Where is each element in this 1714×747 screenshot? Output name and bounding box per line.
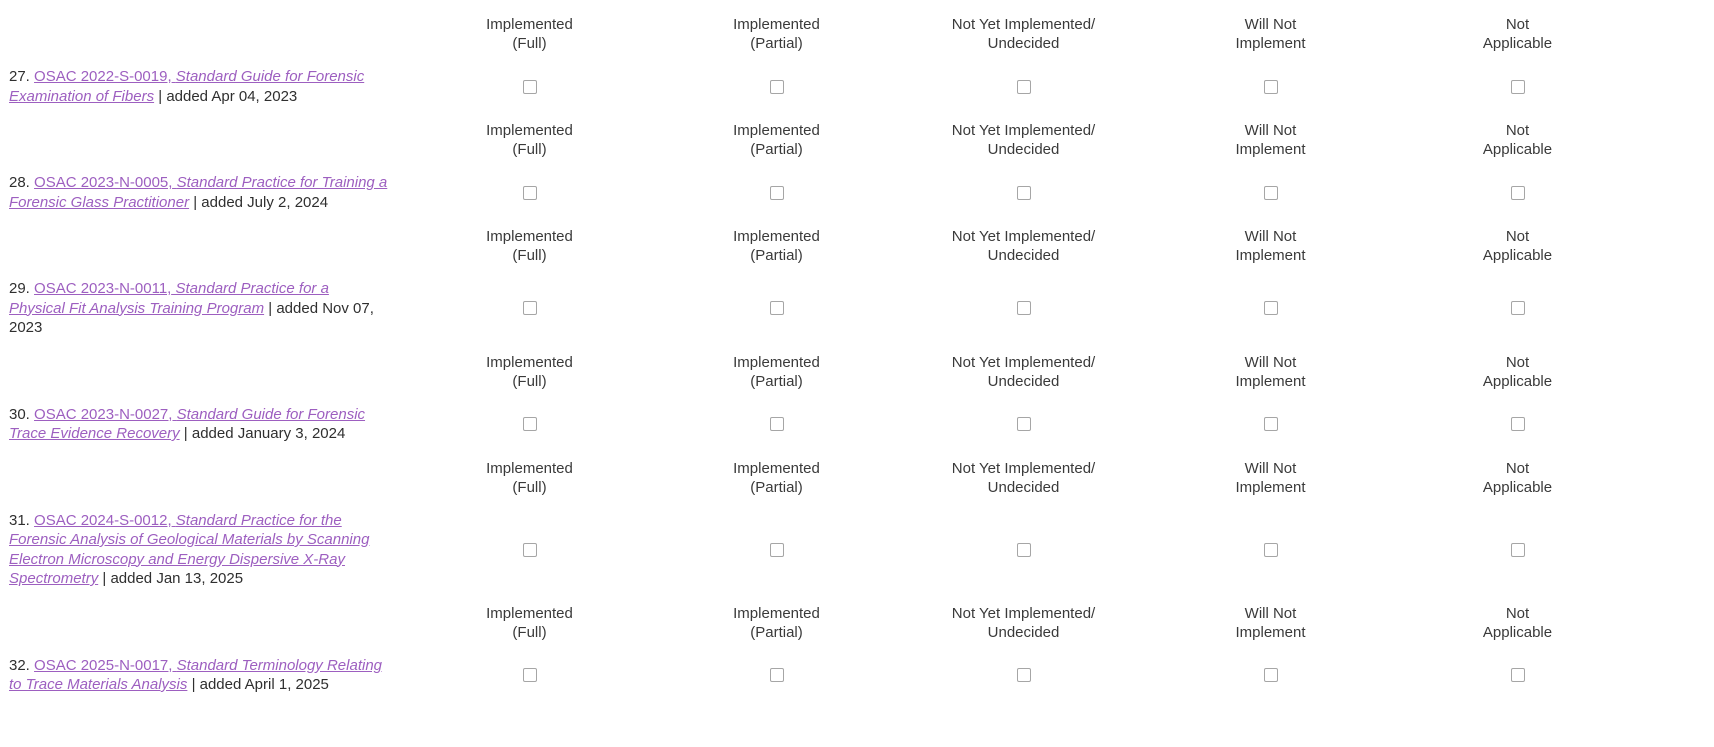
checkbox-implemented-partial[interactable] bbox=[770, 543, 784, 557]
option-cell-implemented-partial bbox=[653, 405, 900, 444]
column-header-row bbox=[0, 212, 1714, 265]
option-cell-not-yet-implemented bbox=[900, 511, 1147, 589]
column-header-not-yet-implemented bbox=[900, 121, 1147, 159]
column-header-line: Implemented bbox=[486, 228, 573, 245]
column-header-not-applicable bbox=[1394, 227, 1641, 265]
standard-link-title: Standard Terminology Relating to Trace Materials Analysis bbox=[9, 656, 383, 693]
column-header-line: Undecided bbox=[987, 35, 1060, 52]
standard-link-code: OSAC 2024-S-0012, bbox=[34, 511, 172, 529]
option-cell-implemented-full bbox=[406, 279, 653, 338]
checkbox-not-yet-implemented[interactable] bbox=[1017, 668, 1031, 682]
checkbox-not-applicable[interactable] bbox=[1511, 417, 1525, 431]
column-header-line: (Partial) bbox=[750, 247, 803, 264]
column-header-not-yet-implemented bbox=[900, 604, 1147, 642]
checkbox-not-yet-implemented[interactable] bbox=[1017, 186, 1031, 200]
question-block bbox=[0, 106, 1714, 212]
column-header-row bbox=[0, 338, 1714, 391]
column-header-will-not-implement bbox=[1147, 353, 1394, 391]
option-cell-not-applicable bbox=[1394, 511, 1641, 589]
question-number: 28. bbox=[9, 174, 30, 191]
column-header-line: Will Not bbox=[1244, 16, 1297, 33]
column-header-line: Undecided bbox=[987, 478, 1060, 496]
column-header-line: Not Yet Implemented/ bbox=[951, 228, 1096, 245]
checkbox-implemented-full[interactable] bbox=[523, 301, 537, 315]
question-added-date: | added April 1, 2025 bbox=[191, 676, 329, 693]
checkbox-not-yet-implemented[interactable] bbox=[1017, 543, 1031, 557]
header-spacer bbox=[0, 353, 406, 391]
checkbox-not-applicable[interactable] bbox=[1511, 186, 1525, 200]
standard-link-title: Standard Practice for Training a Forensic Glass Practitioner bbox=[9, 174, 388, 211]
checkbox-will-not-implement[interactable] bbox=[1264, 186, 1278, 200]
column-header-line: Not bbox=[1505, 604, 1530, 622]
column-header-implemented-partial bbox=[653, 15, 900, 53]
question-number: 32. bbox=[9, 656, 30, 674]
column-header-not-applicable bbox=[1394, 353, 1641, 391]
column-header-not-applicable bbox=[1394, 121, 1641, 159]
header-spacer bbox=[0, 227, 406, 265]
option-cell-will-not-implement bbox=[1147, 405, 1394, 444]
column-header-row bbox=[0, 0, 1714, 53]
column-header-row bbox=[0, 444, 1714, 497]
question-text bbox=[0, 67, 406, 106]
column-header-line: Implemented bbox=[733, 122, 820, 139]
column-header-implemented-full bbox=[406, 353, 653, 391]
option-cell-implemented-full bbox=[406, 656, 653, 695]
checkbox-will-not-implement[interactable] bbox=[1264, 543, 1278, 557]
option-cell-implemented-full bbox=[406, 173, 653, 212]
column-header-line: Implemented bbox=[486, 604, 573, 622]
checkbox-implemented-full[interactable] bbox=[523, 186, 537, 200]
column-header-will-not-implement bbox=[1147, 227, 1394, 265]
option-cell-implemented-partial bbox=[653, 173, 900, 212]
column-header-implemented-full bbox=[406, 604, 653, 642]
question-block bbox=[0, 338, 1714, 444]
header-spacer bbox=[0, 121, 406, 159]
checkbox-implemented-partial[interactable] bbox=[770, 301, 784, 315]
question-row bbox=[0, 497, 1714, 589]
checkbox-implemented-full[interactable] bbox=[523, 668, 537, 682]
column-header-line: Undecided bbox=[987, 623, 1060, 641]
column-header-implemented-full bbox=[406, 121, 653, 159]
column-header-line: Undecided bbox=[987, 372, 1060, 390]
option-cell-not-yet-implemented bbox=[900, 405, 1147, 444]
column-header-line: Applicable bbox=[1482, 35, 1553, 52]
column-header-line: Will Not bbox=[1244, 353, 1297, 371]
checkbox-will-not-implement[interactable] bbox=[1264, 668, 1278, 682]
column-header-will-not-implement bbox=[1147, 459, 1394, 497]
question-number: 29. bbox=[9, 280, 30, 297]
column-header-line: Applicable bbox=[1482, 623, 1553, 641]
option-cell-will-not-implement bbox=[1147, 656, 1394, 695]
header-spacer bbox=[0, 459, 406, 497]
checkbox-will-not-implement[interactable] bbox=[1264, 301, 1278, 315]
column-header-line: (Full) bbox=[512, 623, 547, 641]
header-spacer bbox=[0, 604, 406, 642]
column-header-implemented-partial bbox=[653, 121, 900, 159]
checkbox-implemented-partial[interactable] bbox=[770, 80, 784, 94]
column-header-line: Implemented bbox=[733, 604, 820, 622]
column-header-implemented-partial bbox=[653, 227, 900, 265]
column-header-line: Not Yet Implemented/ bbox=[951, 16, 1096, 33]
column-header-implemented-full bbox=[406, 459, 653, 497]
standard-link-title: Standard Guide for Forensic Examination of Fibers bbox=[9, 68, 365, 105]
column-header-line: Not Yet Implemented/ bbox=[951, 353, 1096, 371]
column-header-line: (Full) bbox=[512, 372, 547, 390]
column-header-not-yet-implemented bbox=[900, 459, 1147, 497]
column-header-row bbox=[0, 106, 1714, 159]
checkbox-implemented-full[interactable] bbox=[523, 417, 537, 431]
option-cell-implemented-partial bbox=[653, 656, 900, 695]
option-cell-not-yet-implemented bbox=[900, 656, 1147, 695]
checkbox-implemented-partial[interactable] bbox=[770, 668, 784, 682]
column-header-line: (Full) bbox=[512, 247, 547, 264]
standard-link-code: OSAC 2023-N-0011, bbox=[34, 280, 172, 297]
question-added-date: | added Nov 07, 2023 bbox=[9, 299, 374, 336]
question-text bbox=[0, 173, 406, 212]
option-cell-not-yet-implemented bbox=[900, 67, 1147, 106]
question-number: 27. bbox=[9, 68, 30, 85]
column-header-not-applicable bbox=[1394, 604, 1641, 642]
standard-link-code: OSAC 2023-N-0005, bbox=[34, 174, 173, 191]
question-number: 31. bbox=[9, 511, 30, 529]
standard-link-code: OSAC 2025-N-0017, bbox=[34, 656, 173, 674]
column-header-line: Implemented bbox=[733, 228, 820, 245]
question-block bbox=[0, 0, 1714, 106]
option-cell-not-applicable bbox=[1394, 173, 1641, 212]
option-cell-not-applicable bbox=[1394, 656, 1641, 695]
column-header-line: Implemented bbox=[486, 353, 573, 371]
column-header-line: Applicable bbox=[1482, 247, 1553, 264]
option-cell-implemented-partial bbox=[653, 279, 900, 338]
checkbox-implemented-full[interactable] bbox=[523, 543, 537, 557]
column-header-line: Not Yet Implemented/ bbox=[951, 459, 1096, 477]
column-header-line: Implemented bbox=[486, 16, 573, 33]
question-text bbox=[0, 656, 406, 695]
column-header-line: Not bbox=[1505, 353, 1530, 371]
checkbox-not-yet-implemented[interactable] bbox=[1017, 417, 1031, 431]
column-header-line: Undecided bbox=[987, 141, 1060, 158]
checkbox-will-not-implement[interactable] bbox=[1264, 417, 1278, 431]
question-block bbox=[0, 589, 1714, 695]
question-added-date: | added Apr 04, 2023 bbox=[158, 87, 298, 105]
column-header-not-yet-implemented bbox=[900, 353, 1147, 391]
column-header-line: (Full) bbox=[512, 141, 547, 158]
checkbox-not-applicable[interactable] bbox=[1511, 543, 1525, 557]
column-header-line: Implemented bbox=[486, 459, 573, 477]
column-header-line: (Full) bbox=[512, 35, 547, 52]
column-header-line: Implemented bbox=[733, 459, 820, 477]
option-cell-will-not-implement bbox=[1147, 67, 1394, 106]
question-text bbox=[0, 511, 406, 589]
option-cell-implemented-full bbox=[406, 67, 653, 106]
standard-link-code: OSAC 2023-N-0027, bbox=[34, 405, 173, 423]
column-header-line: Implement bbox=[1235, 372, 1306, 390]
question-row bbox=[0, 159, 1714, 212]
checkbox-not-applicable[interactable] bbox=[1511, 80, 1525, 94]
question-row bbox=[0, 53, 1714, 106]
column-header-line: Implement bbox=[1235, 35, 1306, 52]
question-row bbox=[0, 265, 1714, 338]
option-cell-implemented-full bbox=[406, 405, 653, 444]
column-header-line: Applicable bbox=[1482, 372, 1553, 390]
column-header-line: Implemented bbox=[733, 16, 820, 33]
question-added-date: | added January 3, 2024 bbox=[183, 425, 346, 442]
option-cell-will-not-implement bbox=[1147, 279, 1394, 338]
checkbox-not-applicable[interactable] bbox=[1511, 668, 1525, 682]
column-header-line: (Partial) bbox=[750, 478, 803, 496]
column-header-line: (Full) bbox=[512, 478, 547, 496]
column-header-line: Will Not bbox=[1244, 228, 1297, 245]
column-header-line: (Partial) bbox=[750, 35, 803, 52]
column-header-line: Implement bbox=[1235, 247, 1306, 264]
question-added-date: | added Jan 13, 2025 bbox=[102, 570, 244, 587]
option-cell-not-applicable bbox=[1394, 405, 1641, 444]
column-header-will-not-implement bbox=[1147, 604, 1394, 642]
column-header-line: (Partial) bbox=[750, 372, 803, 390]
column-header-line: Will Not bbox=[1244, 122, 1297, 139]
column-header-line: (Partial) bbox=[750, 623, 803, 641]
column-header-line: Not Yet Implemented/ bbox=[951, 122, 1096, 139]
question-row bbox=[0, 642, 1714, 695]
column-header-will-not-implement bbox=[1147, 121, 1394, 159]
option-cell-not-yet-implemented bbox=[900, 279, 1147, 338]
option-cell-will-not-implement bbox=[1147, 511, 1394, 589]
option-cell-not-yet-implemented bbox=[900, 173, 1147, 212]
option-cell-not-applicable bbox=[1394, 67, 1641, 106]
column-header-implemented-full bbox=[406, 227, 653, 265]
question-text bbox=[0, 279, 406, 338]
column-header-not-yet-implemented bbox=[900, 227, 1147, 265]
column-header-line: Will Not bbox=[1244, 604, 1297, 622]
column-header-line: Not Yet Implemented/ bbox=[951, 604, 1096, 622]
checkbox-implemented-partial[interactable] bbox=[770, 417, 784, 431]
standard-link-code: OSAC 2022-S-0019, bbox=[34, 68, 172, 85]
column-header-line: Not bbox=[1505, 16, 1530, 33]
question-added-date: | added July 2, 2024 bbox=[193, 193, 329, 211]
column-header-line: Not bbox=[1505, 228, 1530, 245]
checkbox-not-yet-implemented[interactable] bbox=[1017, 301, 1031, 315]
column-header-line: Undecided bbox=[987, 247, 1060, 264]
header-spacer bbox=[0, 15, 406, 53]
question-number: 30. bbox=[9, 405, 30, 423]
column-header-line: Not bbox=[1505, 122, 1530, 139]
column-header-line: Implement bbox=[1235, 141, 1306, 158]
column-header-row bbox=[0, 589, 1714, 642]
option-cell-implemented-partial bbox=[653, 511, 900, 589]
option-cell-not-applicable bbox=[1394, 279, 1641, 338]
column-header-line: Applicable bbox=[1482, 141, 1553, 158]
column-header-line: Implement bbox=[1235, 478, 1306, 496]
option-cell-will-not-implement bbox=[1147, 173, 1394, 212]
column-header-line: Implement bbox=[1235, 623, 1306, 641]
column-header-line: Applicable bbox=[1482, 478, 1553, 496]
checkbox-not-applicable[interactable] bbox=[1511, 301, 1525, 315]
standard-link-title: Standard Guide for Forensic Trace Evidence Recovery bbox=[9, 405, 366, 442]
standard-link-title: Standard Practice for a Physical Fit Analysis Training Program bbox=[9, 280, 329, 317]
option-cell-implemented-full bbox=[406, 511, 653, 589]
column-header-line: Will Not bbox=[1244, 459, 1297, 477]
column-header-implemented-partial bbox=[653, 604, 900, 642]
standard-link-title: Standard Practice for the Forensic Analysis of Geological Materials by Scanning Electron Microscopy and Energy Dispersive X-Ray Spectrometry bbox=[9, 511, 370, 587]
column-header-implemented-full bbox=[406, 15, 653, 53]
question-text bbox=[0, 405, 406, 444]
column-header-line: Implemented bbox=[733, 353, 820, 371]
column-header-not-applicable bbox=[1394, 459, 1641, 497]
column-header-not-applicable bbox=[1394, 15, 1641, 53]
checkbox-implemented-partial[interactable] bbox=[770, 186, 784, 200]
column-header-line: (Partial) bbox=[750, 141, 803, 158]
checkbox-implemented-full[interactable] bbox=[523, 80, 537, 94]
checkbox-will-not-implement[interactable] bbox=[1264, 80, 1278, 94]
column-header-line: Implemented bbox=[486, 122, 573, 139]
column-header-implemented-partial bbox=[653, 459, 900, 497]
question-block bbox=[0, 212, 1714, 338]
column-header-not-yet-implemented bbox=[900, 15, 1147, 53]
column-header-line: Not bbox=[1505, 459, 1530, 477]
column-header-will-not-implement bbox=[1147, 15, 1394, 53]
checkbox-not-yet-implemented[interactable] bbox=[1017, 80, 1031, 94]
question-block bbox=[0, 444, 1714, 589]
question-row bbox=[0, 391, 1714, 444]
column-header-implemented-partial bbox=[653, 353, 900, 391]
option-cell-implemented-partial bbox=[653, 67, 900, 106]
